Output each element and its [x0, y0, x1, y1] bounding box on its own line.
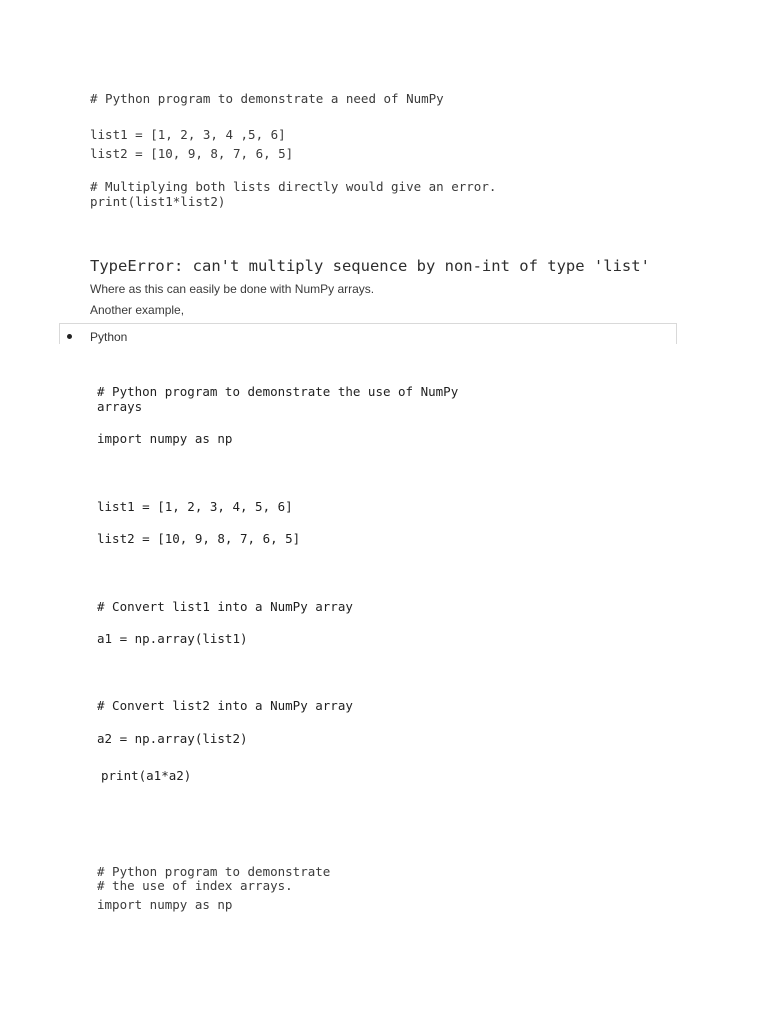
type-error-line: TypeError: can't multiply sequence by non-int of type 'list' [90, 257, 650, 275]
explanation-text: Where as this can easily be done with NumPy arrays. [90, 282, 375, 296]
code3-comment-line1: # Python program to demonstrate [97, 864, 331, 879]
code-comment-title: # Python program to demonstrate a need of NumPy [90, 91, 444, 106]
code-comment-multiply: # Multiplying both lists directly would give an error. [90, 179, 497, 194]
code2-a1: a1 = np.array(list1) [97, 631, 248, 646]
code-list1: list1 = [1, 2, 3, 4 ,5, 6] [90, 127, 286, 142]
code2-list1: list1 = [1, 2, 3, 4, 5, 6] [97, 499, 293, 514]
code-list2: list2 = [10, 9, 8, 7, 6, 5] [90, 146, 294, 161]
code2-comment-line1: # Python program to demonstrate the use of NumPy [97, 384, 459, 399]
code2-comment-convert2: # Convert list2 into a NumPy array [97, 698, 353, 713]
code3-import: import numpy as np [97, 897, 233, 912]
another-example-text: Another example, [90, 303, 185, 317]
code2-comment-line2: arrays [97, 399, 143, 414]
code2-print: print(a1*a2) [101, 768, 192, 783]
code2-list2: list2 = [10, 9, 8, 7, 6, 5] [97, 531, 301, 546]
tab-python[interactable]: Python [90, 330, 128, 344]
code3-comment-line2: # the use of index arrays. [97, 878, 293, 893]
code-tab-header [59, 323, 677, 344]
code2-import: import numpy as np [97, 431, 233, 446]
bullet-icon [67, 334, 72, 339]
code-print-lists: print(list1*list2) [90, 194, 226, 209]
code2-a2: a2 = np.array(list2) [97, 731, 248, 746]
code2-comment-convert1: # Convert list1 into a NumPy array [97, 599, 353, 614]
